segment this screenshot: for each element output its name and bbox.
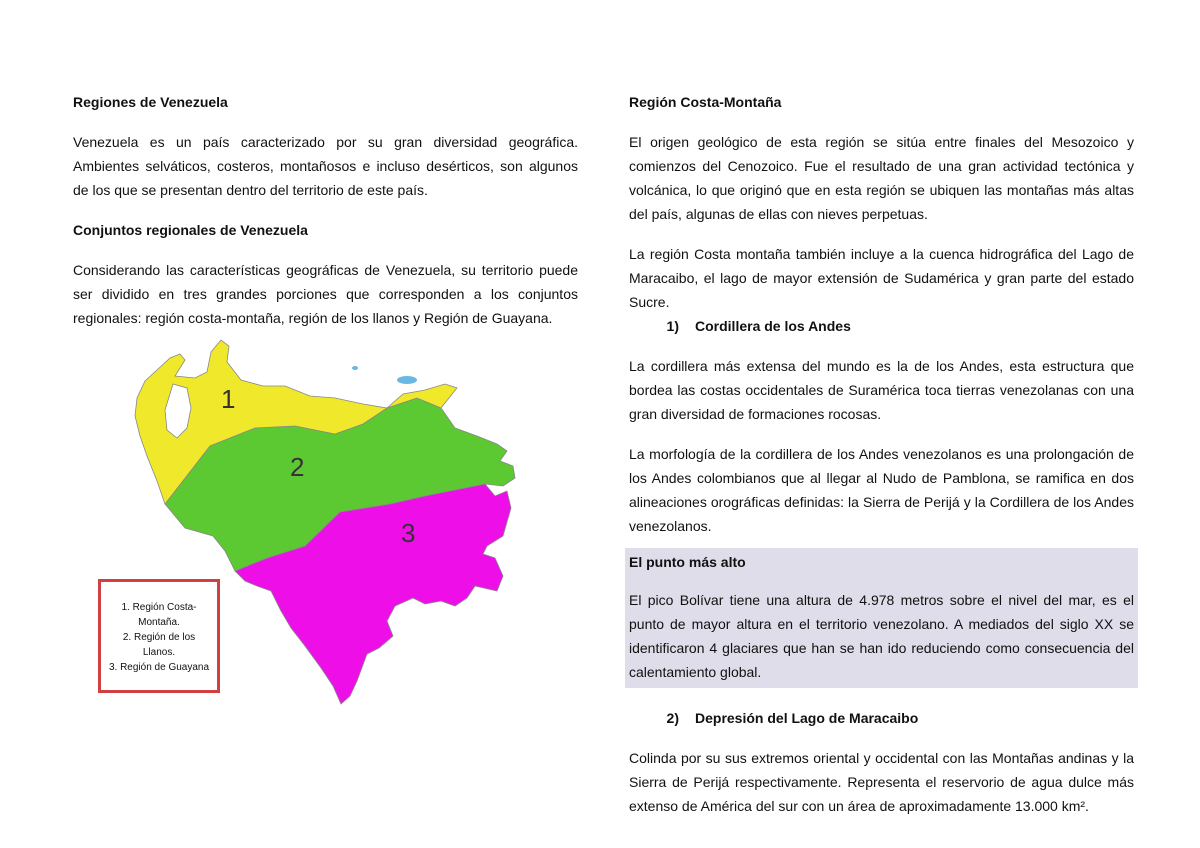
item-number: 1) [666,318,679,334]
paragraph-pico-bolivar: El pico Bolívar tiene una altura de 4.978 metros sobre el nivel del mar, es el punto de mayor altura en el territorio venezolano. A mediados del siglo XX se identificaron 4 glaciares que han se han ido reduciendo como consecuencia del calentamiento global. [629,592,1134,680]
heading-cordillera [629,314,1134,338]
heading-regiones: Regiones de Venezuela [73,94,228,110]
paragraph-origen: El origen geológico de esta región se sitúa entre finales del Mesozoico y comienzos del Cenozoico. Fue el resultado de una gran actividad tectónica y volcánica, lo que originó que en esta región se ubiquen las montañas más altas del país, algunas de ellas con nieves perpetuas. [629,134,1134,222]
paragraph-cordillera: La cordillera más extensa del mundo es la de los Andes, esta estructura que bordea las costas occidentales de Suramérica toca tierras venezolanas con una gran diversidad de formaciones rocosas. [629,358,1134,422]
map-legend [98,579,220,693]
island-small [352,366,358,370]
map-label-3: 3 [401,518,416,548]
legend-line: 1. Región Costa- [121,602,197,613]
highlight-box [625,548,1138,688]
left-column [73,90,578,330]
heading-costa-montana: Región Costa-Montaña [629,94,782,110]
heading-punto-alto: El punto más alto [629,554,746,570]
heading-conjuntos: Conjuntos regionales de Venezuela [73,222,308,238]
right-column [629,90,1134,818]
island-margarita [397,376,417,384]
item-title: Cordillera de los Andes [695,318,851,334]
map-label-2: 2 [290,452,305,482]
paragraph-morfologia: La morfología de la cordillera de los Andes venezolanos es una prolongación de los Andes colombianos que al llegar al Nudo de Pamblona, se ramifica en dos alineaciones orográficas definidas: la Sierra de Perijá y la Cordillera de los Andes venezolanos. [629,446,1134,534]
legend-line: Llanos. [142,647,176,658]
map-label-1: 1 [221,384,236,414]
paragraph-conjuntos: Considerando las características geográficas de Venezuela, su territorio puede ser dividido en tres grandes porciones que corresponden a los conjuntos regionales: región costa-montaña, región de los llanos y Región de Guayana. [73,262,578,326]
legend-line: Montaña. [138,617,180,628]
item-number: 2) [666,710,679,726]
heading-depresion [629,706,1134,730]
legend-line: 3. Región de Guayana [108,662,210,673]
paragraph-intro: Venezuela es un país caracterizado por su gran diversidad geográfica. Ambientes selváticos, costeros, montañosos e incluso desérticos, son algunos de los que se presentan dentro del territorio de este país. [73,134,578,198]
paragraph-depresion: Colinda por su sus extremos oriental y occidental con las Montañas andinas y la Sierra de Perijá respectivamente. Representa el reservorio de agua dulce más extenso de América del sur con un área de aproximadamente 13.000 km². [629,750,1134,814]
legend-line: 2. Región de los [122,632,196,643]
item-title: Depresión del Lago de Maracaibo [695,710,919,726]
paragraph-cuenca: La región Costa montaña también incluye a la cuenca hidrográfica del Lago de Maracaibo, el lago de mayor extensión de Sudamérica y gran parte del estado Sucre. [629,246,1134,310]
